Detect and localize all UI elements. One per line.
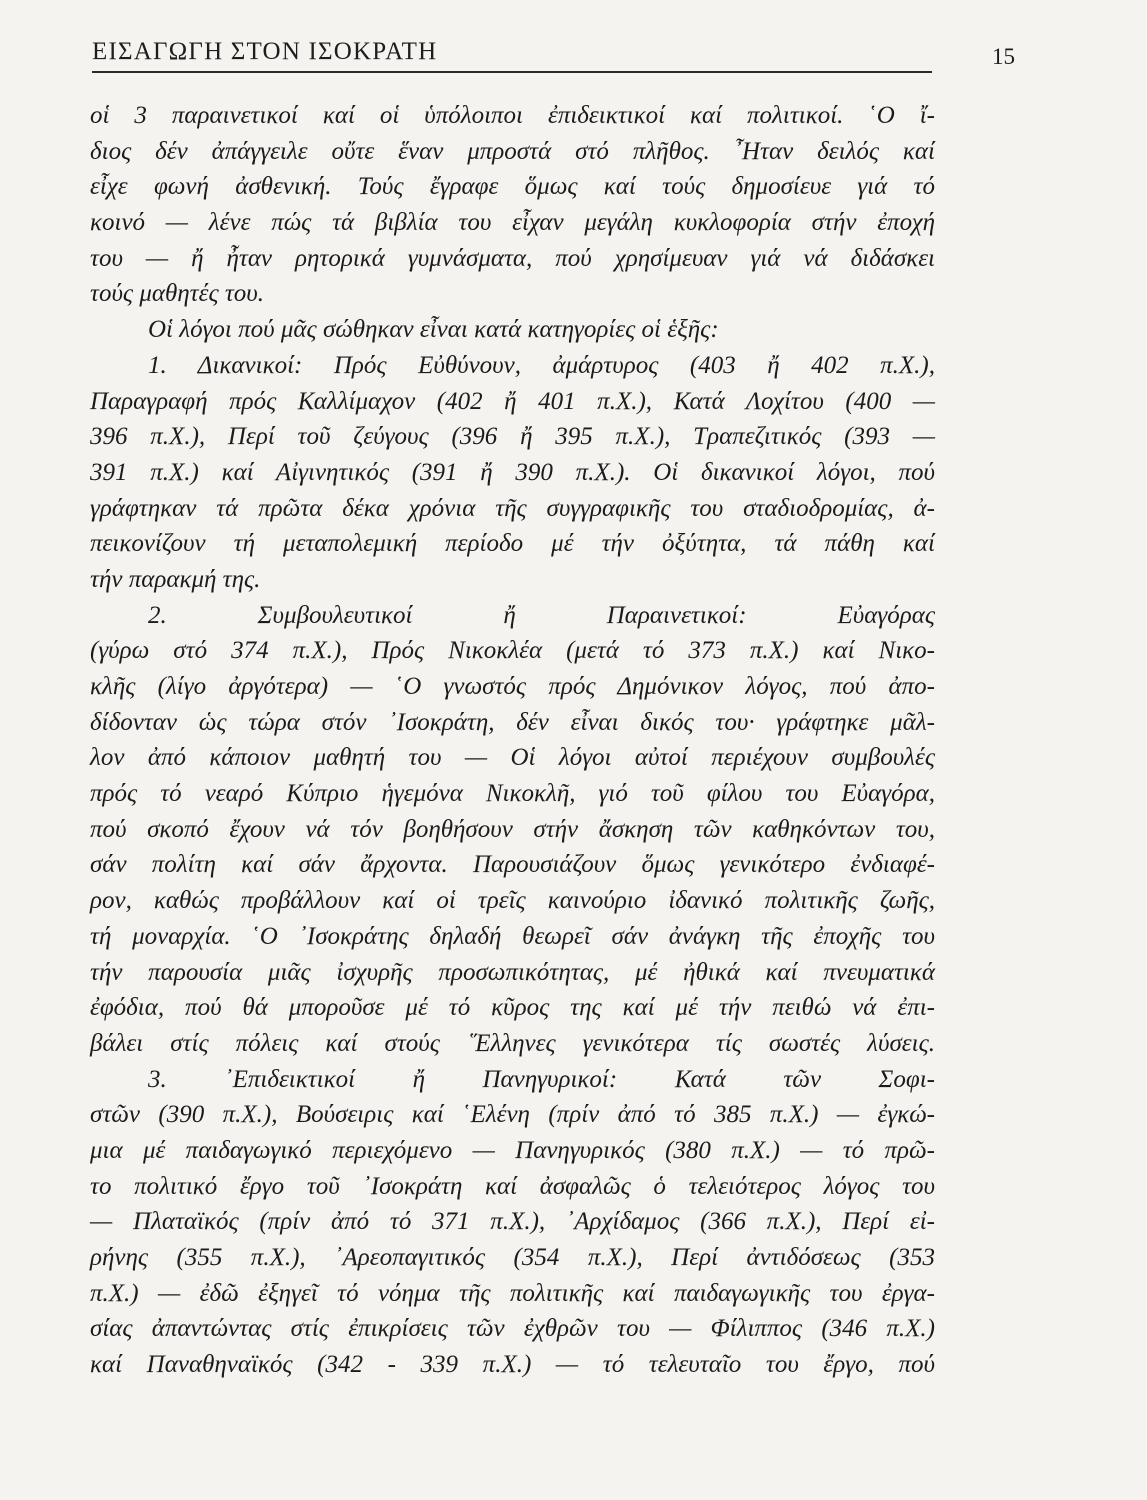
text-line: Οἱ λόγοι πού μᾶς σώθηκαν εἶναι κατά κατηγορίες οἱ ἑξῆς:	[148, 316, 719, 344]
text-line: Παραγραφή πρός Καλλίμαχον (402 ἤ 401 π.Χ.), Κατά Λοχίτου (400 —	[90, 387, 935, 415]
text-line: 391 π.Χ.) καί Αἰγινητικός (391 ἤ 390 π.Χ.). Οἱ δικανικοί λόγοι, πού	[90, 458, 935, 486]
text-line: 2. Συμβουλευτικοί ἤ Παραινετικοί: Εὐαγόρας	[148, 601, 935, 629]
text-line: οἱ 3 παραινετικοί καί οἱ ὑπόλοιποι ἐπιδεικτικοί καί πολιτικοί. ῾Ο ἴ-	[90, 102, 935, 129]
text-line: κλῆς (λίγο ἀργότερα) — ῾Ο γνωστός πρός Δημόνικον λόγος, πού ἀπο-	[90, 673, 935, 700]
text-line: 396 π.Χ.), Περί τοῦ ζεύγους (396 ἤ 395 π.Χ.), Τραπεζιτικός (393 —	[90, 423, 935, 451]
body-text	[90, 98, 935, 1383]
text-line: πρός τό νεαρό Κύπριο ἡγεμόνα Νικοκλῆ, γιό τοῦ φίλου του Εὐαγόρα,	[90, 780, 935, 808]
text-line: τήν παρουσία μιᾶς ἰσχυρῆς προσωπικότητας, μέ ἠθικά καί πνευματικά	[90, 958, 935, 986]
text-line: μια μέ παιδαγωγικό περιεχόμενο — Πανηγυρικός (380 π.Χ.) — τό πρῶ-	[90, 1136, 935, 1164]
text-line: ρον, καθώς προβάλλουν καί οἱ τρεῖς καινούριο ἰδανικό πολιτικῆς ζωῆς,	[90, 887, 935, 915]
text-line: σάν πολίτη καί σάν ἄρχοντα. Παρουσιάζουν ὅμως γενικότερο ἐνδιαφέ-	[90, 851, 935, 879]
text-line: καί Παναθηναϊκός (342 - 339 π.Χ.) — τό τελευταῖο του ἔργο, πού	[90, 1351, 935, 1379]
text-line: διος δέν ἀπάγγειλε οὔτε ἕναν μπροστά στό πλῆθος. ῏Ηταν δειλός καί	[90, 137, 935, 165]
text-line: εἶχε φωνή ἀσθενική. Τούς ἔγραφε ὅμως καί τούς δημοσίευε γιά τό	[90, 173, 935, 201]
text-line: ἐφόδια, πού θά μποροῦσε μέ τό κῦρος της καί μέ τήν πειθώ νά ἐπι-	[90, 994, 935, 1022]
text-line: κοινό — λένε πώς τά βιβλία του εἶχαν μεγάλη κυκλοφορία στήν ἐποχή	[90, 209, 935, 237]
text-line: τήν παρακμή της.	[90, 565, 261, 593]
text-line: πού σκοπό ἔχουν νά τόν βοηθήσουν στήν ἄσκηση τῶν καθηκόντων του,	[90, 815, 935, 843]
text-line: — Πλαταϊκός (πρίν ἀπό τό 371 π.Χ.), ᾿Αρχίδαμος (366 π.Χ.), Περί εἰ-	[90, 1208, 935, 1236]
text-line: του — ἤ ἦταν ρητορικά γυμνάσματα, πού χρησίμευαν γιά νά διδάσκει	[90, 244, 935, 272]
text-line: το πολιτικό ἔργο τοῦ ᾿Ισοκράτη καί ἀσφαλῶς ὁ τελειότερος λόγος του	[90, 1172, 935, 1200]
text-line: βάλει στίς πόλεις καί στούς ῞Ελληνες γενικότερα τίς σωστές λύσεις.	[90, 1029, 935, 1057]
header-rule	[92, 71, 932, 73]
running-header	[92, 34, 1015, 74]
page-number: 15	[992, 44, 1015, 69]
text-line: λον ἀπό κάποιον μαθητή του — Οἱ λόγοι αὐτοί περιέχουν συμβουλές	[90, 744, 935, 772]
text-line: στῶν (390 π.Χ.), Βούσειρις καί ῾Ελένη (πρίν ἀπό τό 385 π.Χ.) — ἐγκώ-	[90, 1101, 935, 1129]
text-line: 3. ᾿Επιδεικτικοί ἤ Πανηγυρικοί: Κατά τῶν Σοφι-	[148, 1065, 935, 1093]
text-line: σίας ἀπαντώντας στίς ἐπικρίσεις τῶν ἐχθρῶν του — Φίλιππος (346 π.Χ.)	[90, 1315, 935, 1343]
text-line: πεικονίζουν τή μεταπολεμική περίοδο μέ τήν ὀξύτητα, τά πάθη καί	[90, 530, 935, 558]
text-line: τούς μαθητές του.	[90, 280, 265, 308]
text-line: τή μοναρχία. ῾Ο ᾿Ισοκράτης δηλαδή θεωρεῖ σάν ἀνάγκη τῆς ἐποχῆς του	[90, 922, 935, 950]
text-line: (γύρω στό 374 π.Χ.), Πρός Νικοκλέα (μετά τό 373 π.Χ.) καί Νικο-	[90, 637, 935, 665]
text-line: γράφτηκαν τά πρῶτα δέκα χρόνια τῆς συγγραφικῆς του σταδιοδρομίας, ἀ-	[90, 494, 935, 522]
text-line: π.Χ.) — ἐδῶ ἐξηγεῖ τό νόημα τῆς πολιτικῆς καί παιδαγωγικῆς του ἐργα-	[90, 1279, 935, 1307]
running-title: ΕΙΣΑΓΩΓΗ ΣΤΟΝ ΙΣΟΚΡΑΤΗ	[92, 38, 438, 65]
text-line: 1. Δικανικοί: Πρός Εὐθύνουν, ἀμάρτυρος (403 ἤ 402 π.Χ.),	[148, 351, 935, 379]
text-line: δίδονταν ὡς τώρα στόν ᾿Ισοκράτη, δέν εἶναι δικός του· γράφτηκε μᾶλ-	[90, 708, 935, 736]
text-line: ρήνης (355 π.Χ.), ᾿Αρεοπαγιτικός (354 π.Χ.), Περί ἀντιδόσεως (353	[90, 1244, 935, 1271]
